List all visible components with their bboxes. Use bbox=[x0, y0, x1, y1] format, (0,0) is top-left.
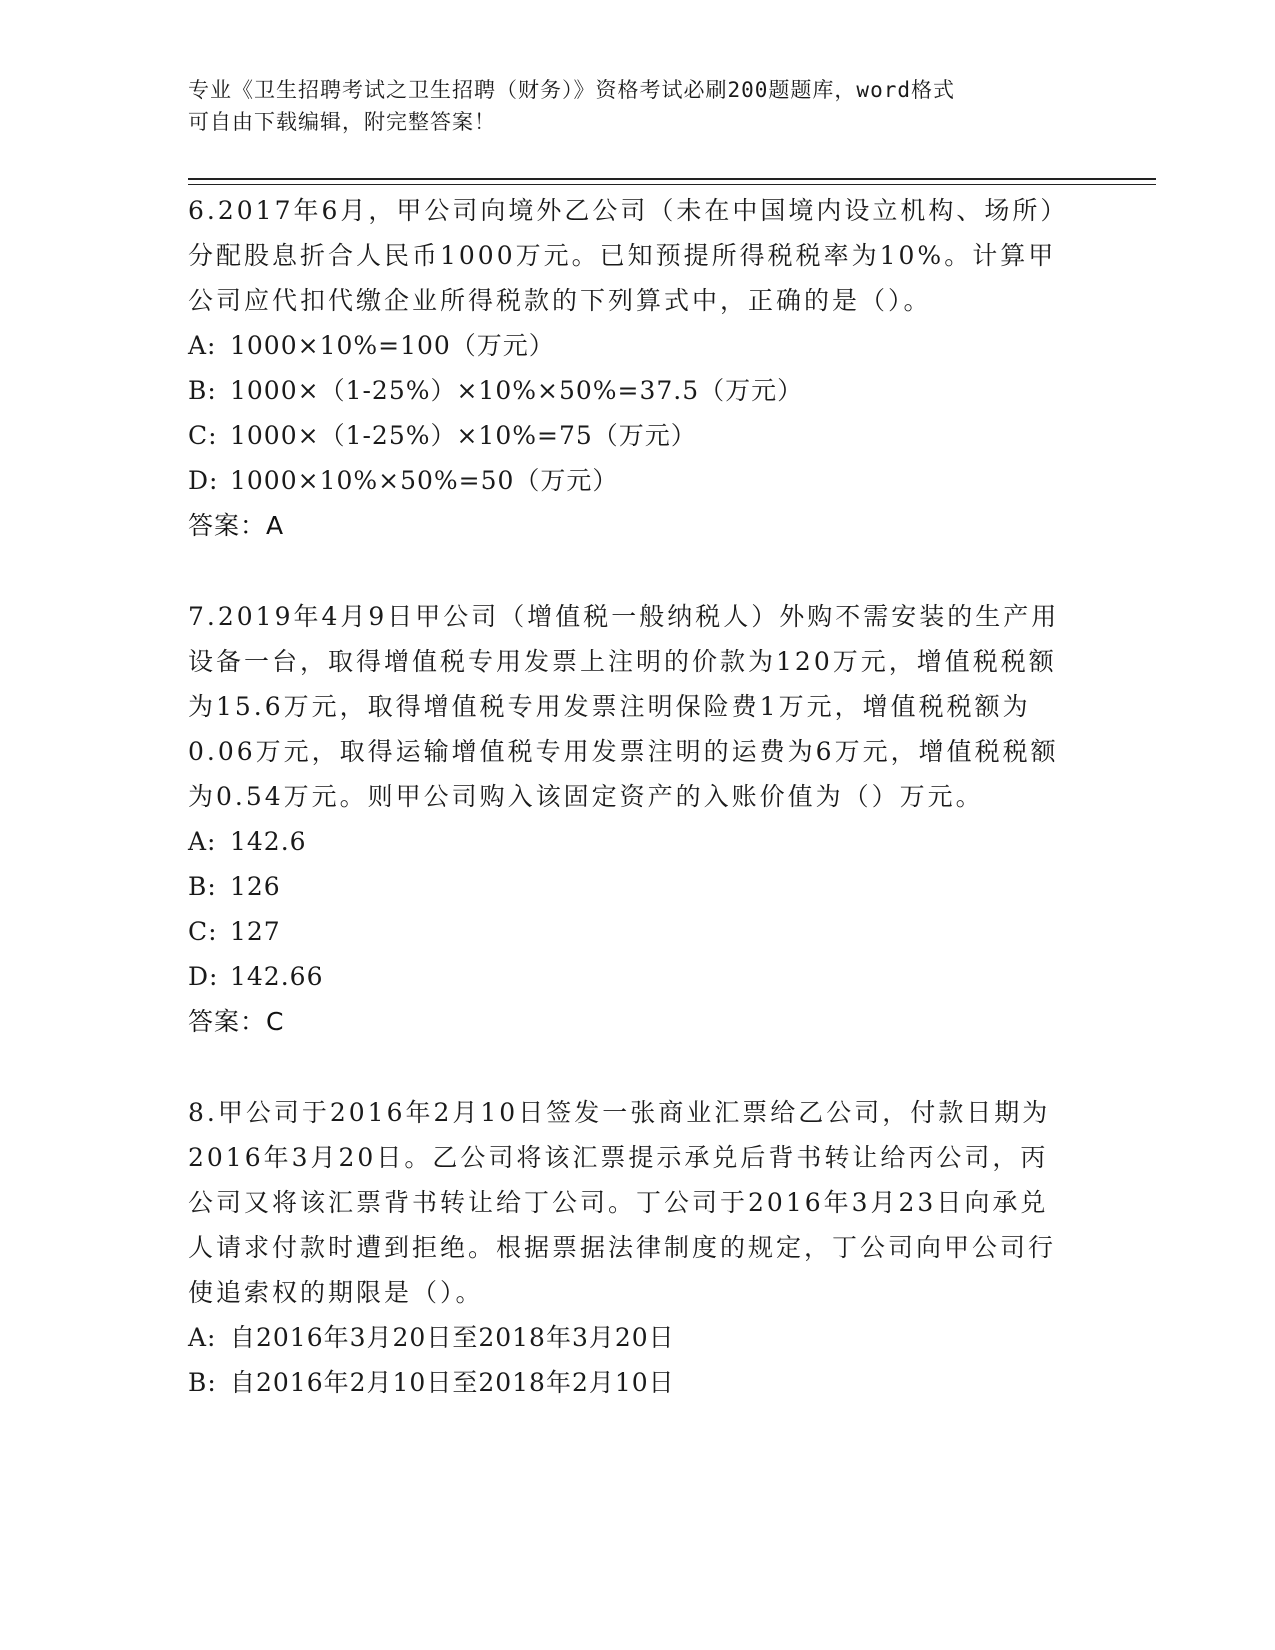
question-text: 8.甲公司于2016年2月10日签发一张商业汇票给乙公司，付款日期为2016年3月20日。乙公司将该汇票提示承兑后背书转让给丙公司，丙公司又将该汇票背书转让给丁公司。丁公司于2016年3月23日向承兑人请求付款时遭到拒绝。根据票据法律制度的规定，丁公司向甲公司行使追索权的期限是（）。 bbox=[188, 1098, 1057, 1307]
document-header bbox=[188, 74, 1068, 138]
option-key: B: bbox=[188, 1368, 217, 1397]
option-text: 127 bbox=[230, 917, 281, 946]
option-key: A: bbox=[188, 1323, 217, 1352]
question-text: 7.2019年4月9日甲公司（增值税一般纳税人）外购不需安装的生产用设备一台，取得增值税专用发票上注明的价款为120万元，增值税税额为15.6万元，取得增值税专用发票注明保险费1万元，增值税税额为0.06万元，取得运输增值税专用发票注明的运费为6万元，增值税税额为0.54万元。则甲公司购入该固定资产的入账价值为（）万元。 bbox=[188, 602, 1060, 811]
option-key: B: bbox=[188, 872, 217, 901]
option-b bbox=[188, 368, 1068, 413]
option-key: C: bbox=[188, 917, 218, 946]
option-text: 142.6 bbox=[230, 827, 307, 856]
answer-line: 答案：A bbox=[188, 511, 285, 540]
question-7 bbox=[188, 594, 1068, 1044]
header-line-1: 专业《卫生招聘考试之卫生招聘（财务）》资格考试必刷200题题库，word格式 bbox=[188, 78, 955, 102]
header-line-2: 可自由下载编辑，附完整答案！ bbox=[188, 110, 496, 134]
question-list bbox=[188, 188, 1068, 1451]
question-text: 6.2017年6月，甲公司向境外乙公司（未在中国境内设立机构、场所）分配股息折合人民币1000万元。已知预提所得税税率为10%。计算甲公司应代扣代缴企业所得税款的下列算式中，正确的是（）。 bbox=[188, 196, 1057, 315]
option-b bbox=[188, 864, 1068, 909]
option-key: C: bbox=[188, 421, 218, 450]
header-divider-thin bbox=[188, 184, 1156, 185]
option-a bbox=[188, 1315, 1068, 1360]
option-text: 自2016年3月20日至2018年3月20日 bbox=[230, 1323, 675, 1352]
option-a bbox=[188, 819, 1068, 864]
option-key: A: bbox=[188, 827, 217, 856]
option-key: B: bbox=[188, 376, 217, 405]
question-8 bbox=[188, 1090, 1068, 1405]
option-text: 142.66 bbox=[230, 962, 324, 991]
option-d bbox=[188, 458, 1068, 503]
option-text: 自2016年2月10日至2018年2月10日 bbox=[230, 1368, 675, 1397]
option-key: D: bbox=[188, 466, 219, 495]
option-b bbox=[188, 1360, 1068, 1405]
option-c bbox=[188, 413, 1068, 458]
option-text: 1000×（1-25%）×10%=75（万元） bbox=[230, 421, 697, 450]
option-text: 1000×10%×50%=50（万元） bbox=[230, 466, 619, 495]
option-d bbox=[188, 954, 1068, 999]
header-divider-thick bbox=[188, 178, 1156, 180]
option-text: 1000×（1-25%）×10%×50%=37.5（万元） bbox=[230, 376, 804, 405]
answer-line: 答案：C bbox=[188, 1007, 285, 1036]
option-text: 1000×10%=100（万元） bbox=[230, 331, 555, 360]
option-key: D: bbox=[188, 962, 219, 991]
question-6 bbox=[188, 188, 1068, 548]
option-c bbox=[188, 909, 1068, 954]
option-key: A: bbox=[188, 331, 217, 360]
option-a bbox=[188, 323, 1068, 368]
option-text: 126 bbox=[230, 872, 281, 901]
